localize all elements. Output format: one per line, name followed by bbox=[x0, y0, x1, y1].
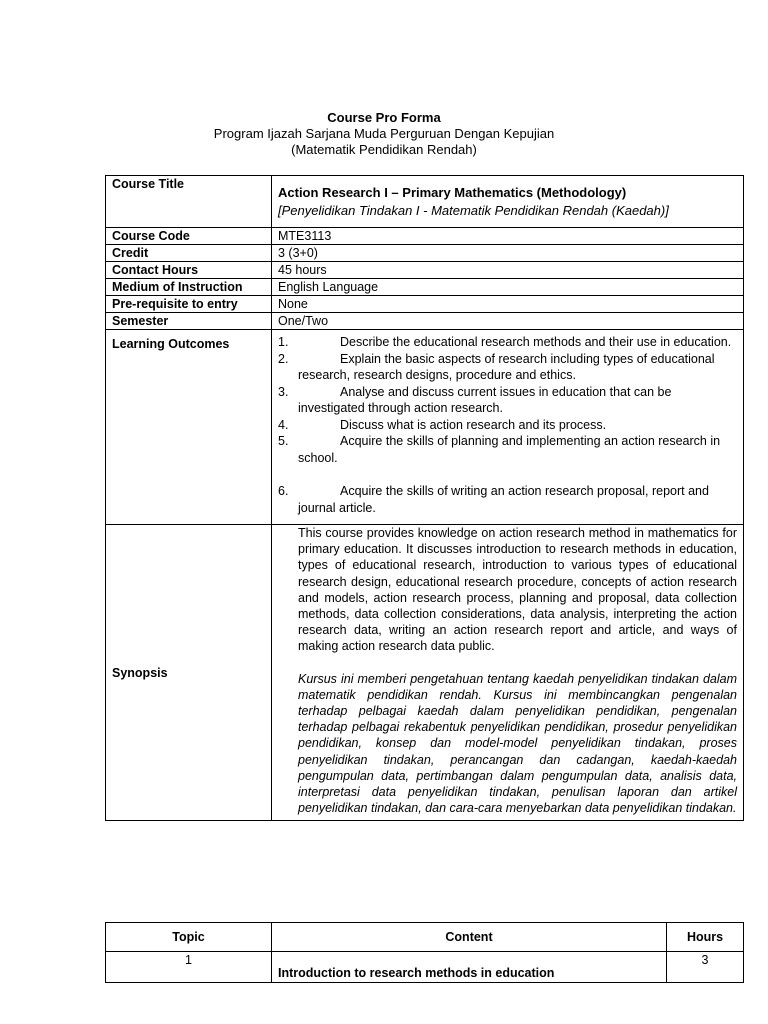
value-contact-hours: 45 hours bbox=[272, 262, 744, 279]
learning-outcome-item: 4. Discuss what is action research and its process. bbox=[278, 417, 607, 432]
learning-outcome-item: 3. Analyse and discuss current issues in education that can be investigated through action research. bbox=[278, 384, 672, 415]
label-synopsis: Synopsis bbox=[106, 525, 272, 821]
course-title-ms: [Penyelidikan Tindakan I - Matematik Pendidikan Rendah (Kaedah)] bbox=[278, 203, 669, 218]
row-medium bbox=[106, 279, 744, 296]
learning-outcome-item: 2. Explain the basic aspects of research including types of educational research, research designs, procedure and ethics. bbox=[278, 351, 715, 382]
program-name: Program Ijazah Sarjana Muda Perguruan Dengan Kepujian bbox=[213, 126, 555, 141]
course-title-en: Action Research I – Primary Mathematics (Methodology) bbox=[278, 185, 627, 200]
topics-header-row bbox=[106, 923, 744, 952]
value-credit: 3 (3+0) bbox=[272, 245, 744, 262]
header-content: Content bbox=[272, 923, 667, 952]
header-hours: Hours bbox=[667, 923, 744, 952]
value-course-code: MTE3113 bbox=[272, 228, 744, 245]
topic-number: 1 bbox=[106, 952, 272, 983]
label-course-title: Course Title bbox=[106, 176, 272, 228]
label-credit: Credit bbox=[106, 245, 272, 262]
label-contact-hours: Contact Hours bbox=[106, 262, 272, 279]
row-contact-hours bbox=[106, 262, 744, 279]
value-semester: One/Two bbox=[272, 313, 744, 330]
learning-outcome-item: 5. Acquire the skills of planning and implementing an action research in school. bbox=[278, 434, 721, 465]
value-medium: English Language bbox=[272, 279, 744, 296]
label-course-code: Course Code bbox=[106, 228, 272, 245]
row-course-title bbox=[106, 176, 744, 228]
table-row bbox=[106, 952, 744, 983]
row-synopsis bbox=[106, 525, 744, 821]
value-prerequisite: None bbox=[272, 296, 744, 313]
topic-content: Introduction to research methods in education bbox=[272, 952, 667, 983]
row-prerequisite bbox=[106, 296, 744, 313]
row-course-code bbox=[106, 228, 744, 245]
subprogram-name: (Matematik Pendidikan Rendah) bbox=[291, 142, 477, 157]
topic-hours: 3 bbox=[667, 952, 744, 983]
topics-table bbox=[105, 922, 744, 983]
document-header bbox=[0, 110, 768, 158]
learning-outcome-item: 6. Acquire the skills of writing an action research proposal, report and journal article. bbox=[278, 484, 709, 515]
row-learning-outcomes bbox=[106, 330, 744, 525]
synopsis-malay: Kursus ini memberi pengetahuan tentang kaedah penyelidikan tindakan dalam matematik pendidikan rendah. Kursus ini membincangkan pengenalan terhadap pelbagai kaedah dalam penyelidikan pendidikan, pengenalan terhadap pelbagai rekabentuk penyelidikan pendidikan, prosedur penyelidikan pendidikan, konsep dan model-model penyelidikan tindakan, proses penyelidikan tindakan, perancangan dan cadangan, kaedah-kaedah pengumpulan data, pertimbangan dalam pengumpulan data, analisis data, interpretasi data penyelidikan tindakan, penulisan laporan dan artikel penyelidikan tindakan, dan cara-cara menyebarkan data penyelidikan tindakan. bbox=[298, 671, 737, 816]
value-course-title bbox=[272, 176, 744, 228]
label-learning-outcomes: Learning Outcomes bbox=[106, 330, 272, 525]
document-title: Course Pro Forma bbox=[327, 110, 441, 125]
course-info-table bbox=[105, 175, 744, 821]
value-learning-outcomes bbox=[272, 330, 744, 525]
synopsis-english: This course provides knowledge on action research method in mathematics for primary education. It discusses introduction to research methods in education, types of educational research, introduction to various types of educational research design, educational research procedure, concepts of action research and models, action research process, planning and proposal, data collection methods, data collection considerations, data analysis, interpreting the action research data, writing an action research report and article, and ways of making action research data public. bbox=[298, 526, 737, 654]
row-credit bbox=[106, 245, 744, 262]
header-topic: Topic bbox=[106, 923, 272, 952]
label-medium: Medium of Instruction bbox=[106, 279, 272, 296]
row-semester bbox=[106, 313, 744, 330]
label-semester: Semester bbox=[106, 313, 272, 330]
learning-outcomes-list bbox=[278, 334, 743, 516]
value-synopsis bbox=[272, 525, 744, 821]
learning-outcome-item: 1. Describe the educational research methods and their use in education. bbox=[278, 335, 732, 349]
label-prerequisite: Pre-requisite to entry bbox=[106, 296, 272, 313]
